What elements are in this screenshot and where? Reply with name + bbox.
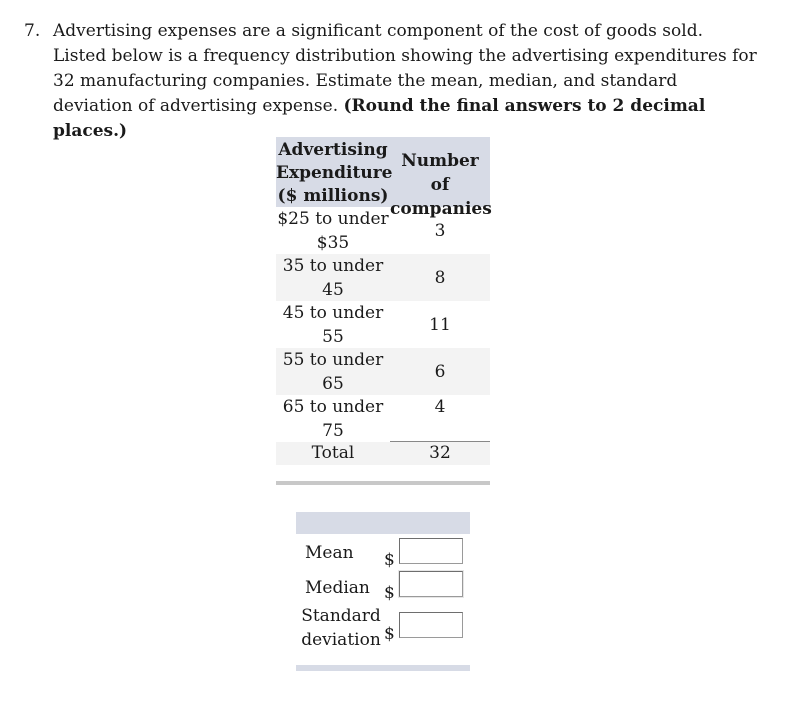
- range-line: $35: [316, 233, 350, 253]
- std-currency: $: [384, 624, 395, 644]
- answer-header-bar: [296, 512, 470, 534]
- header-line: Number of: [401, 151, 479, 195]
- total-value: 32: [429, 443, 451, 463]
- std-label: [296, 604, 386, 652]
- header-advertising-expenditure: [276, 139, 393, 208]
- rounding-instruction: (Round the final answers to 2 decimal places.): [53, 96, 706, 141]
- table-row: [276, 301, 490, 348]
- range-line: 65: [322, 374, 344, 394]
- table-row: [276, 254, 490, 301]
- table-footer-rule: [276, 481, 490, 485]
- range-line: $25 to under: [277, 209, 389, 229]
- header-line: ($ millions): [277, 186, 389, 206]
- median-label: Median: [305, 578, 370, 598]
- header-line: companies: [390, 199, 492, 219]
- count-cell: 6: [434, 362, 446, 382]
- count-cell: 8: [434, 268, 446, 288]
- count-cell: 11: [429, 315, 451, 335]
- median-input[interactable]: [399, 571, 463, 597]
- answer-footer-bar: [296, 665, 470, 671]
- total-row: [276, 442, 490, 465]
- frequency-table: [276, 137, 490, 465]
- std-label-line: deviation: [301, 630, 381, 650]
- range-line: 55: [322, 327, 344, 347]
- header-line: Expenditure: [276, 163, 393, 183]
- mean-input[interactable]: [399, 538, 463, 564]
- count-cell: 3: [434, 221, 446, 241]
- range-line: 75: [322, 421, 344, 441]
- range-line: 65 to under: [282, 397, 384, 417]
- range-line: 45: [322, 280, 344, 300]
- question-body: Advertising expenses are a significant component of the cost of goods sold. Listed below is a frequency distribution showing the advertising expenditures for 32 manufacturing companies. Estimate the mean, median, and standard deviation of advertising expense.: [53, 21, 757, 116]
- std-deviation-input[interactable]: [399, 612, 463, 638]
- table-row: [276, 395, 490, 442]
- range-cell: [276, 395, 390, 443]
- range-line: 45 to under: [282, 303, 384, 323]
- mean-label: Mean: [305, 543, 354, 563]
- answer-panel: [296, 512, 470, 672]
- range-cell: [276, 207, 390, 255]
- table-row: [276, 348, 490, 395]
- question-text: [53, 19, 759, 144]
- range-line: 35 to under: [282, 256, 384, 276]
- median-currency: $: [384, 583, 395, 603]
- mean-currency: $: [384, 550, 395, 570]
- range-line: 55 to under: [282, 350, 384, 370]
- table-row: [276, 207, 490, 254]
- range-cell: [276, 301, 390, 349]
- range-cell: [276, 348, 390, 396]
- count-cell: 4: [434, 397, 446, 417]
- question-number: 7.: [24, 21, 41, 41]
- std-label-line: Standard: [301, 606, 381, 626]
- header-line: Advertising: [278, 140, 388, 160]
- range-cell: [276, 254, 390, 302]
- total-label: Total: [311, 443, 355, 463]
